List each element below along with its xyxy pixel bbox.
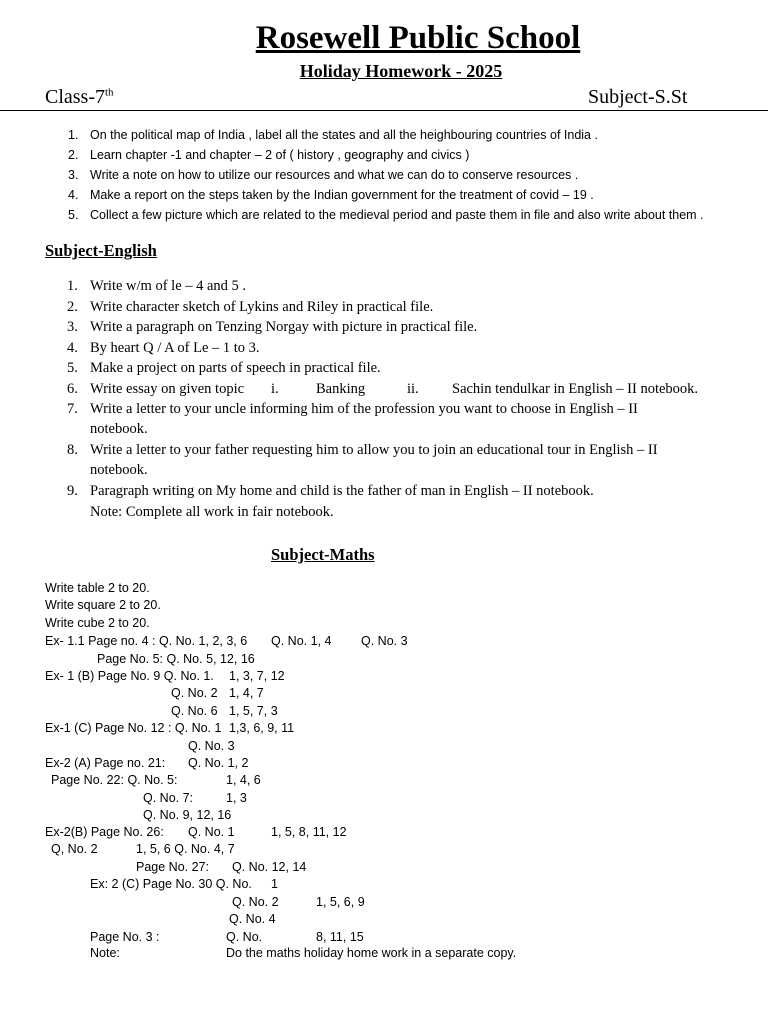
maths-line: Q. No. 9, 12, 16	[143, 808, 232, 822]
maths-line: Q. No. 3	[361, 634, 408, 648]
maths-line: 1, 5, 6, 9	[316, 895, 365, 909]
maths-line: 1, 4, 7	[229, 686, 264, 700]
maths-line: Q. No. 2	[232, 895, 279, 909]
maths-note-text: Do the maths holiday home work in a separate copy.	[226, 946, 517, 960]
maths-line: 1, 5, 7, 3	[229, 704, 278, 718]
maths-heading: Subject-Maths	[271, 545, 375, 564]
maths-line: Q. No. 12, 14	[232, 860, 307, 874]
maths-line: Write square 2 to 20.	[45, 598, 161, 612]
maths-line: 1, 5, 6 Q. No. 4, 7	[136, 842, 235, 856]
maths-line: Ex- 1 (B) Page No. 9 Q. No. 1.	[45, 669, 214, 683]
maths-line: Q. No. 4	[229, 912, 276, 926]
maths-line: Q. No. 7:	[143, 791, 194, 805]
maths-line: 1, 3	[226, 791, 247, 805]
maths-line: Page No. 3 :	[90, 930, 160, 944]
class-label	[45, 86, 114, 109]
maths-line: Ex-1 (C) Page No. 12 : Q. No. 1	[45, 721, 222, 735]
maths-line: Ex-2 (A) Page no. 21:	[45, 756, 166, 770]
maths-line: 1, 3, 7, 12	[229, 669, 285, 683]
class-text: Class-7	[45, 86, 105, 108]
maths-line: Write cube 2 to 20.	[45, 616, 150, 630]
maths-note-label: Note:	[90, 946, 120, 960]
maths-line: Q. No. 1, 2	[188, 756, 249, 770]
school-name: Rosewell Public School	[255, 20, 581, 56]
maths-line: Q. No. 1	[188, 825, 235, 839]
maths-line: 1,3, 6, 9, 11	[229, 721, 295, 735]
subject-sst-label: Subject-S.St	[588, 86, 688, 108]
header-divider	[0, 110, 768, 111]
class-superscript: th	[105, 86, 114, 99]
maths-line: Write table 2 to 20.	[45, 581, 150, 595]
maths-line: Page No. 27:	[136, 860, 209, 874]
maths-line: Q. No. 6	[171, 704, 218, 718]
maths-line: Q. No.	[226, 930, 263, 944]
maths-line: 1, 5, 8, 11, 12	[271, 825, 347, 839]
maths-line: 8, 11, 15	[316, 930, 364, 944]
english-heading: Subject-English	[45, 241, 157, 260]
maths-line: Page No. 22: Q. No. 5:	[51, 773, 178, 787]
maths-line: 1	[271, 877, 278, 891]
homework-title: Holiday Homework - 2025	[299, 61, 503, 81]
maths-line: Page No. 5: Q. No. 5, 12, 16	[97, 652, 255, 666]
maths-line: Ex- 1.1 Page no. 4 : Q. No. 1, 2, 3, 6	[45, 634, 248, 648]
maths-line: Ex: 2 (C) Page No. 30 Q. No.	[90, 877, 252, 891]
maths-line: Q. No. 2	[171, 686, 218, 700]
maths-line: Q. No. 1, 4	[271, 634, 332, 648]
maths-line: Ex-2(B) Page No. 26:	[45, 825, 164, 839]
maths-line: Q. No. 3	[188, 739, 235, 753]
maths-line: Q, No. 2	[51, 842, 98, 856]
maths-line: 1, 4, 6	[226, 773, 261, 787]
